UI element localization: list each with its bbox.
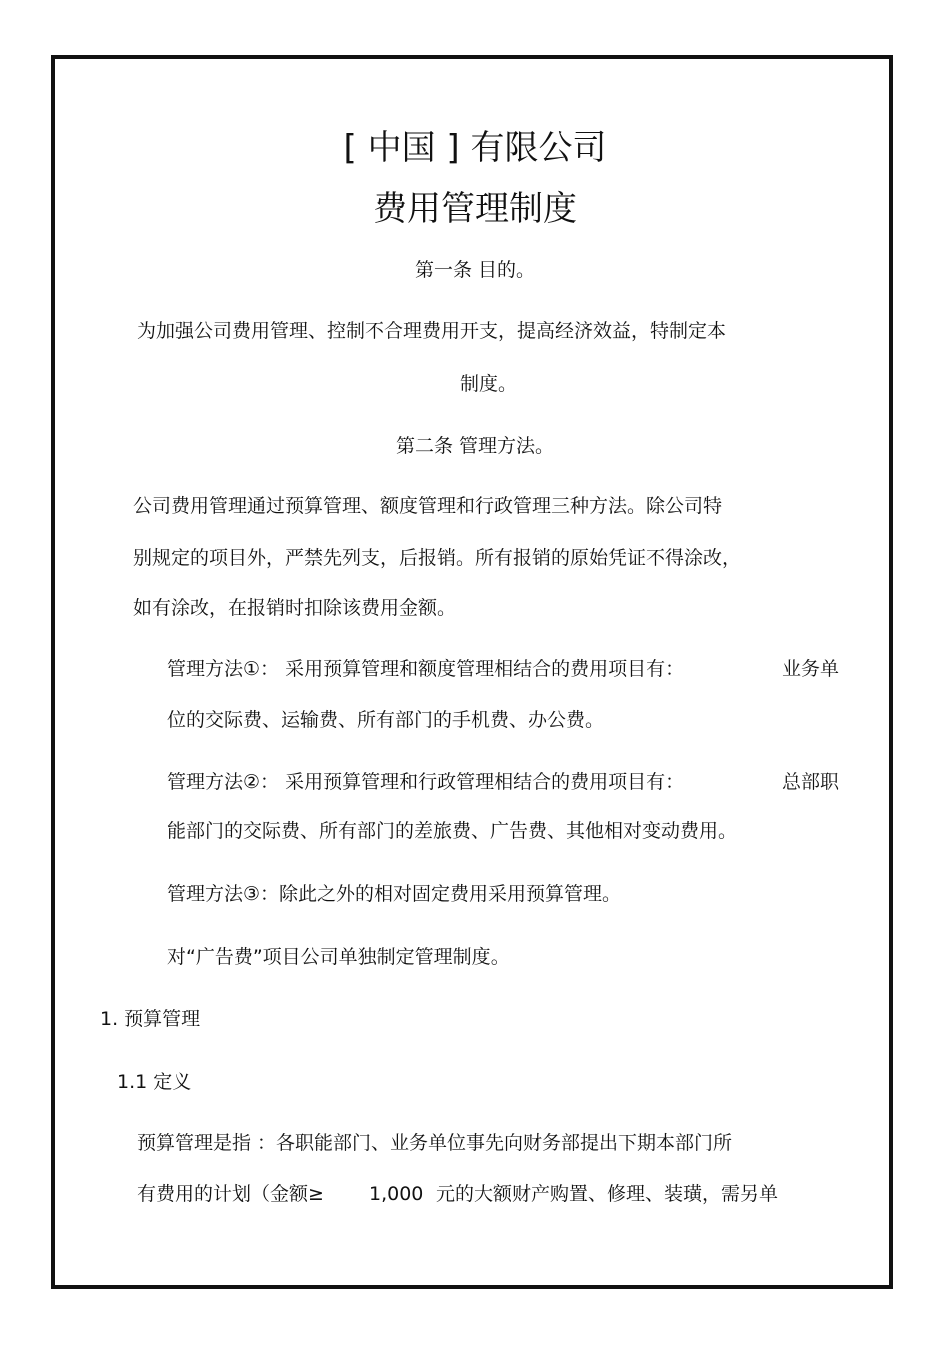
section-1-1-heading: 1.1 定义 [117,1071,192,1093]
article2-line1: 公司费用管理通过预算管理、额度管理和行政管理三种方法。除公司特 [133,495,723,517]
article2-heading: 第二条 管理方法。 [395,435,555,457]
ad-note: 对“广告费”项目公司单独制定管理制度。 [167,946,510,968]
company-title: [ 中国 ] 有限公司 [343,128,607,168]
article1-line2: 制度。 [460,373,518,395]
definition-line2-amount: 1,000 [369,1183,424,1205]
method2-line2: 能部门的交际费、所有部门的差旅费、广告费、其他相对变动费用。 [167,820,738,842]
method1-line2: 位的交际费、运输费、所有部门的手机费、办公费。 [167,709,605,731]
article1-heading: 第一条 目的。 [414,259,536,281]
definition-line2-a: 有费用的计划（金额≥ [137,1183,324,1205]
method1-line1-tail: 业务单 [782,658,840,680]
method2-line1-label: 管理方法②： 采用预算管理和行政管理相结合的费用项目有： [167,771,685,793]
definition-line1: 预算管理是指 ：各职能部门、业务单位事先向财务部提出下期本部门所 [137,1132,733,1154]
definition-line2-c: 元的大额财产购置、修理、装璜，需另单 [436,1183,779,1205]
section-1-heading: 1. 预算管理 [100,1008,201,1030]
article2-line2: 别规定的项目外，严禁先列支，后报销。所有报销的原始凭证不得涂改， [133,547,742,569]
article1-line1: 为加强公司费用管理、控制不合理费用开支，提高经济效益，特制定本 [137,320,727,342]
document-title: 费用管理制度 [373,189,577,229]
method1-line1-label: 管理方法①： 采用预算管理和额度管理相结合的费用项目有： [167,658,685,680]
method3-line: 管理方法③：除此之外的相对固定费用采用预算管理。 [167,883,622,905]
method2-line1-tail: 总部职 [782,771,840,793]
article2-line3: 如有涂改，在报销时扣除该费用金额。 [133,597,457,619]
